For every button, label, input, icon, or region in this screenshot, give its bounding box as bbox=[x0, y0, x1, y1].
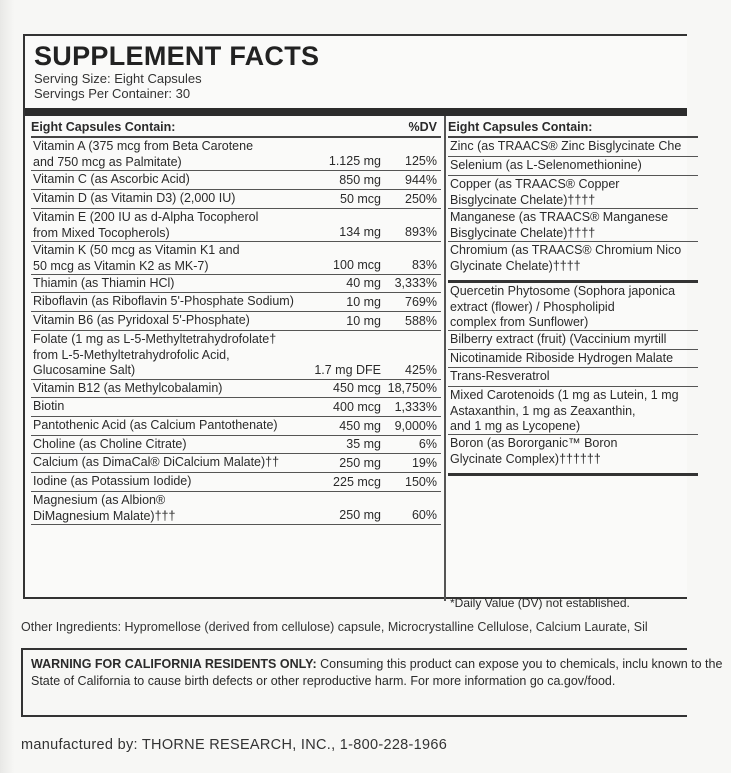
nutrient-amount: 10 mg bbox=[346, 294, 381, 309]
nutrient-daily-value: 125% bbox=[405, 153, 437, 168]
ingredient-name: Selenium (as L-Selenomethionine) bbox=[450, 158, 642, 172]
nutrient-row bbox=[31, 242, 441, 275]
ingredient-row bbox=[448, 387, 698, 435]
left-header-label: Eight Capsules Contain: bbox=[31, 120, 176, 134]
nutrient-daily-value: 60% bbox=[411, 507, 437, 522]
nutrient-daily-value: 18,750% bbox=[387, 380, 437, 395]
nutrient-name: Thiamin (as Thiamin HCl) bbox=[33, 276, 175, 290]
ingredient-row bbox=[448, 138, 698, 157]
nutrient-name: Calcium (as DimaCal® DiCalcium Malate)†† bbox=[33, 455, 280, 469]
thick-divider bbox=[25, 108, 687, 116]
ingredient-row bbox=[448, 435, 698, 476]
nutrient-amount: 10 mg bbox=[346, 313, 381, 328]
nutrient-name: Vitamin D (as Vitamin D3) (2,000 IU) bbox=[33, 191, 236, 205]
servings-per-container: Servings Per Container: 30 bbox=[34, 86, 191, 101]
ingredient-name: Zinc (as TRAACS® Zinc Bisglycinate Che bbox=[450, 139, 682, 153]
nutrient-row bbox=[31, 190, 441, 209]
nutrient-row bbox=[31, 209, 441, 242]
nutrient-row bbox=[31, 312, 441, 331]
ingredient-name: Quercetin Phytosome (Sophora japonica extract (flower) / Phospholipid complex from Sunflower) bbox=[450, 284, 676, 329]
ingredient-row bbox=[448, 331, 698, 350]
california-warning-box bbox=[21, 648, 723, 717]
dv-footnote: *Daily Value (DV) not established. bbox=[450, 596, 630, 610]
nutrient-daily-value: 893% bbox=[405, 224, 437, 239]
ingredient-row bbox=[448, 157, 698, 176]
nutrient-name: Vitamin K (50 mcg as Vitamin K1 and 50 mcg as Vitamin K2 as MK-7) bbox=[33, 243, 240, 273]
right-column-header bbox=[448, 118, 698, 138]
ingredient-name: Copper (as TRAACS® Copper Bisglycinate Chelate)†††† bbox=[450, 177, 620, 207]
ingredient-name: Nicotinamide Riboside Hydrogen Malate bbox=[450, 351, 674, 365]
nutrient-amount: 225 mcg bbox=[333, 474, 381, 489]
nutrient-row bbox=[31, 398, 441, 417]
nutrient-name: Pantothenic Acid (as Calcium Pantothenate) bbox=[33, 418, 278, 432]
ingredient-row bbox=[448, 368, 698, 387]
nutrient-name: Vitamin E (200 IU as d-Alpha Tocopherol from Mixed Tocopherols) bbox=[33, 210, 259, 240]
nutrient-row bbox=[31, 293, 441, 312]
nutrient-amount: 35 mg bbox=[346, 436, 381, 451]
ingredient-name: Bilberry extract (fruit) (Vaccinium myrtill bbox=[450, 332, 667, 346]
nutrient-amount: 134 mg bbox=[339, 224, 381, 239]
other-ingredients: Other Ingredients: Hypromellose (derived from cellulose) capsule, Microcrystalline Cellulose, Calcium Laurate, Sil bbox=[21, 620, 648, 634]
panel-title: SUPPLEMENT FACTS bbox=[34, 41, 320, 71]
nutrient-name: Vitamin A (375 mcg from Beta Carotene and 750 mcg as Palmitate) bbox=[33, 139, 254, 169]
nutrient-row bbox=[31, 473, 441, 492]
warning-heading: WARNING FOR CALIFORNIA RESIDENTS ONLY: bbox=[31, 657, 317, 671]
nutrient-name: Choline (as Choline Citrate) bbox=[33, 437, 187, 451]
nutrient-name: Biotin bbox=[33, 399, 65, 413]
nutrient-name: Vitamin B6 (as Pyridoxal 5'-Phosphate) bbox=[33, 313, 250, 327]
ingredient-name: Chromium (as TRAACS® Chromium Nico Glycinate Chelate)†††† bbox=[450, 243, 682, 273]
label-edge-shadow bbox=[0, 0, 14, 773]
nutrient-row bbox=[31, 275, 441, 293]
serving-size: Serving Size: Eight Capsules bbox=[34, 71, 202, 86]
ingredient-row bbox=[448, 283, 698, 331]
nutrient-row bbox=[31, 492, 441, 525]
nutrient-row bbox=[31, 417, 441, 436]
nutrient-amount: 1.125 mg bbox=[328, 153, 381, 168]
left-nutrient-column bbox=[31, 118, 441, 525]
supplement-facts-panel bbox=[23, 34, 687, 610]
nutrient-daily-value: 769% bbox=[405, 294, 437, 309]
nutrient-row bbox=[31, 436, 441, 454]
nutrient-daily-value: 588% bbox=[405, 313, 437, 328]
serving-info bbox=[34, 71, 202, 101]
nutrient-daily-value: 1,333% bbox=[394, 399, 437, 414]
nutrient-amount: 450 mg bbox=[339, 418, 381, 433]
nutrient-daily-value: 19% bbox=[411, 455, 437, 470]
nutrient-daily-value: 6% bbox=[418, 436, 437, 451]
warning-body: Consuming this product can expose you to chemicals, inclu known to the State of California to cause birth defects or other reproductive harm. For more information go ca.gov/food. bbox=[31, 657, 723, 688]
ingredient-name: Trans-Resveratrol bbox=[450, 369, 550, 383]
nutrient-name: Vitamin C (as Ascorbic Acid) bbox=[33, 172, 190, 186]
nutrient-amount: 400 mcg bbox=[333, 399, 381, 414]
nutrient-row bbox=[31, 331, 441, 380]
right-rows bbox=[448, 138, 698, 476]
warning-text bbox=[31, 656, 731, 690]
nutrient-row bbox=[31, 454, 441, 473]
nutrient-amount: 250 mg bbox=[339, 455, 381, 470]
nutrient-amount: 100 mcg bbox=[333, 257, 381, 272]
nutrient-amount: 250 mg bbox=[339, 507, 381, 522]
nutrient-name: Riboflavin (as Riboflavin 5'-Phosphate Sodium) bbox=[33, 294, 294, 308]
nutrient-daily-value: 150% bbox=[405, 474, 437, 489]
ingredient-name: Manganese (as TRAACS® Manganese Bisglycinate Chelate)†††† bbox=[450, 210, 669, 240]
left-rows bbox=[31, 138, 441, 525]
nutrient-amount: 450 mcg bbox=[333, 380, 381, 395]
dv-header: %DV bbox=[408, 120, 437, 134]
ingredient-row bbox=[448, 176, 698, 209]
nutrient-daily-value: 3,333% bbox=[394, 275, 437, 290]
nutrient-amount: 40 mg bbox=[346, 275, 381, 290]
nutrient-amount: 50 mcg bbox=[340, 191, 381, 206]
ingredient-name: Mixed Carotenoids (1 mg as Lutein, 1 mg Astaxanthin, 1 mg as Zeaxanthin, and 1 mg as Lycopene) bbox=[450, 388, 679, 433]
nutrient-row bbox=[31, 138, 441, 171]
nutrient-name: Iodine (as Potassium Iodide) bbox=[33, 474, 192, 488]
nutrient-daily-value: 250% bbox=[405, 191, 437, 206]
right-header-label: Eight Capsules Contain: bbox=[448, 120, 593, 134]
nutrient-daily-value: 9,000% bbox=[394, 418, 437, 433]
right-nutrient-column bbox=[448, 118, 698, 610]
ingredient-row bbox=[448, 350, 698, 368]
nutrient-daily-value: 425% bbox=[405, 362, 437, 377]
column-divider bbox=[444, 116, 446, 601]
ingredient-row bbox=[448, 209, 698, 242]
ingredient-name: Boron (as Bororganic™ Boron Glycinate Complex)†††††† bbox=[450, 436, 618, 466]
nutrient-daily-value: 83% bbox=[411, 257, 437, 272]
nutrient-name: Folate (1 mg as L-5-Methyltetrahydrofolate† from L-5-Methyltetrahydrofolic Acid, Glucosamine Salt) bbox=[33, 332, 277, 377]
nutrient-daily-value: 944% bbox=[405, 172, 437, 187]
nutrient-row bbox=[31, 380, 441, 398]
left-column-header bbox=[31, 118, 441, 138]
ingredient-row bbox=[448, 242, 698, 283]
nutrient-amount: 850 mg bbox=[339, 172, 381, 187]
manufacturer-line: manufactured by: THORNE RESEARCH, INC., 1-800-228-1966 bbox=[21, 737, 448, 753]
nutrient-amount: 1.7 mg DFE bbox=[314, 362, 381, 377]
nutrient-row bbox=[31, 171, 441, 190]
nutrient-name: Vitamin B12 (as Methylcobalamin) bbox=[33, 381, 223, 395]
nutrient-name: Magnesium (as Albion® DiMagnesium Malate)††† bbox=[33, 493, 176, 523]
